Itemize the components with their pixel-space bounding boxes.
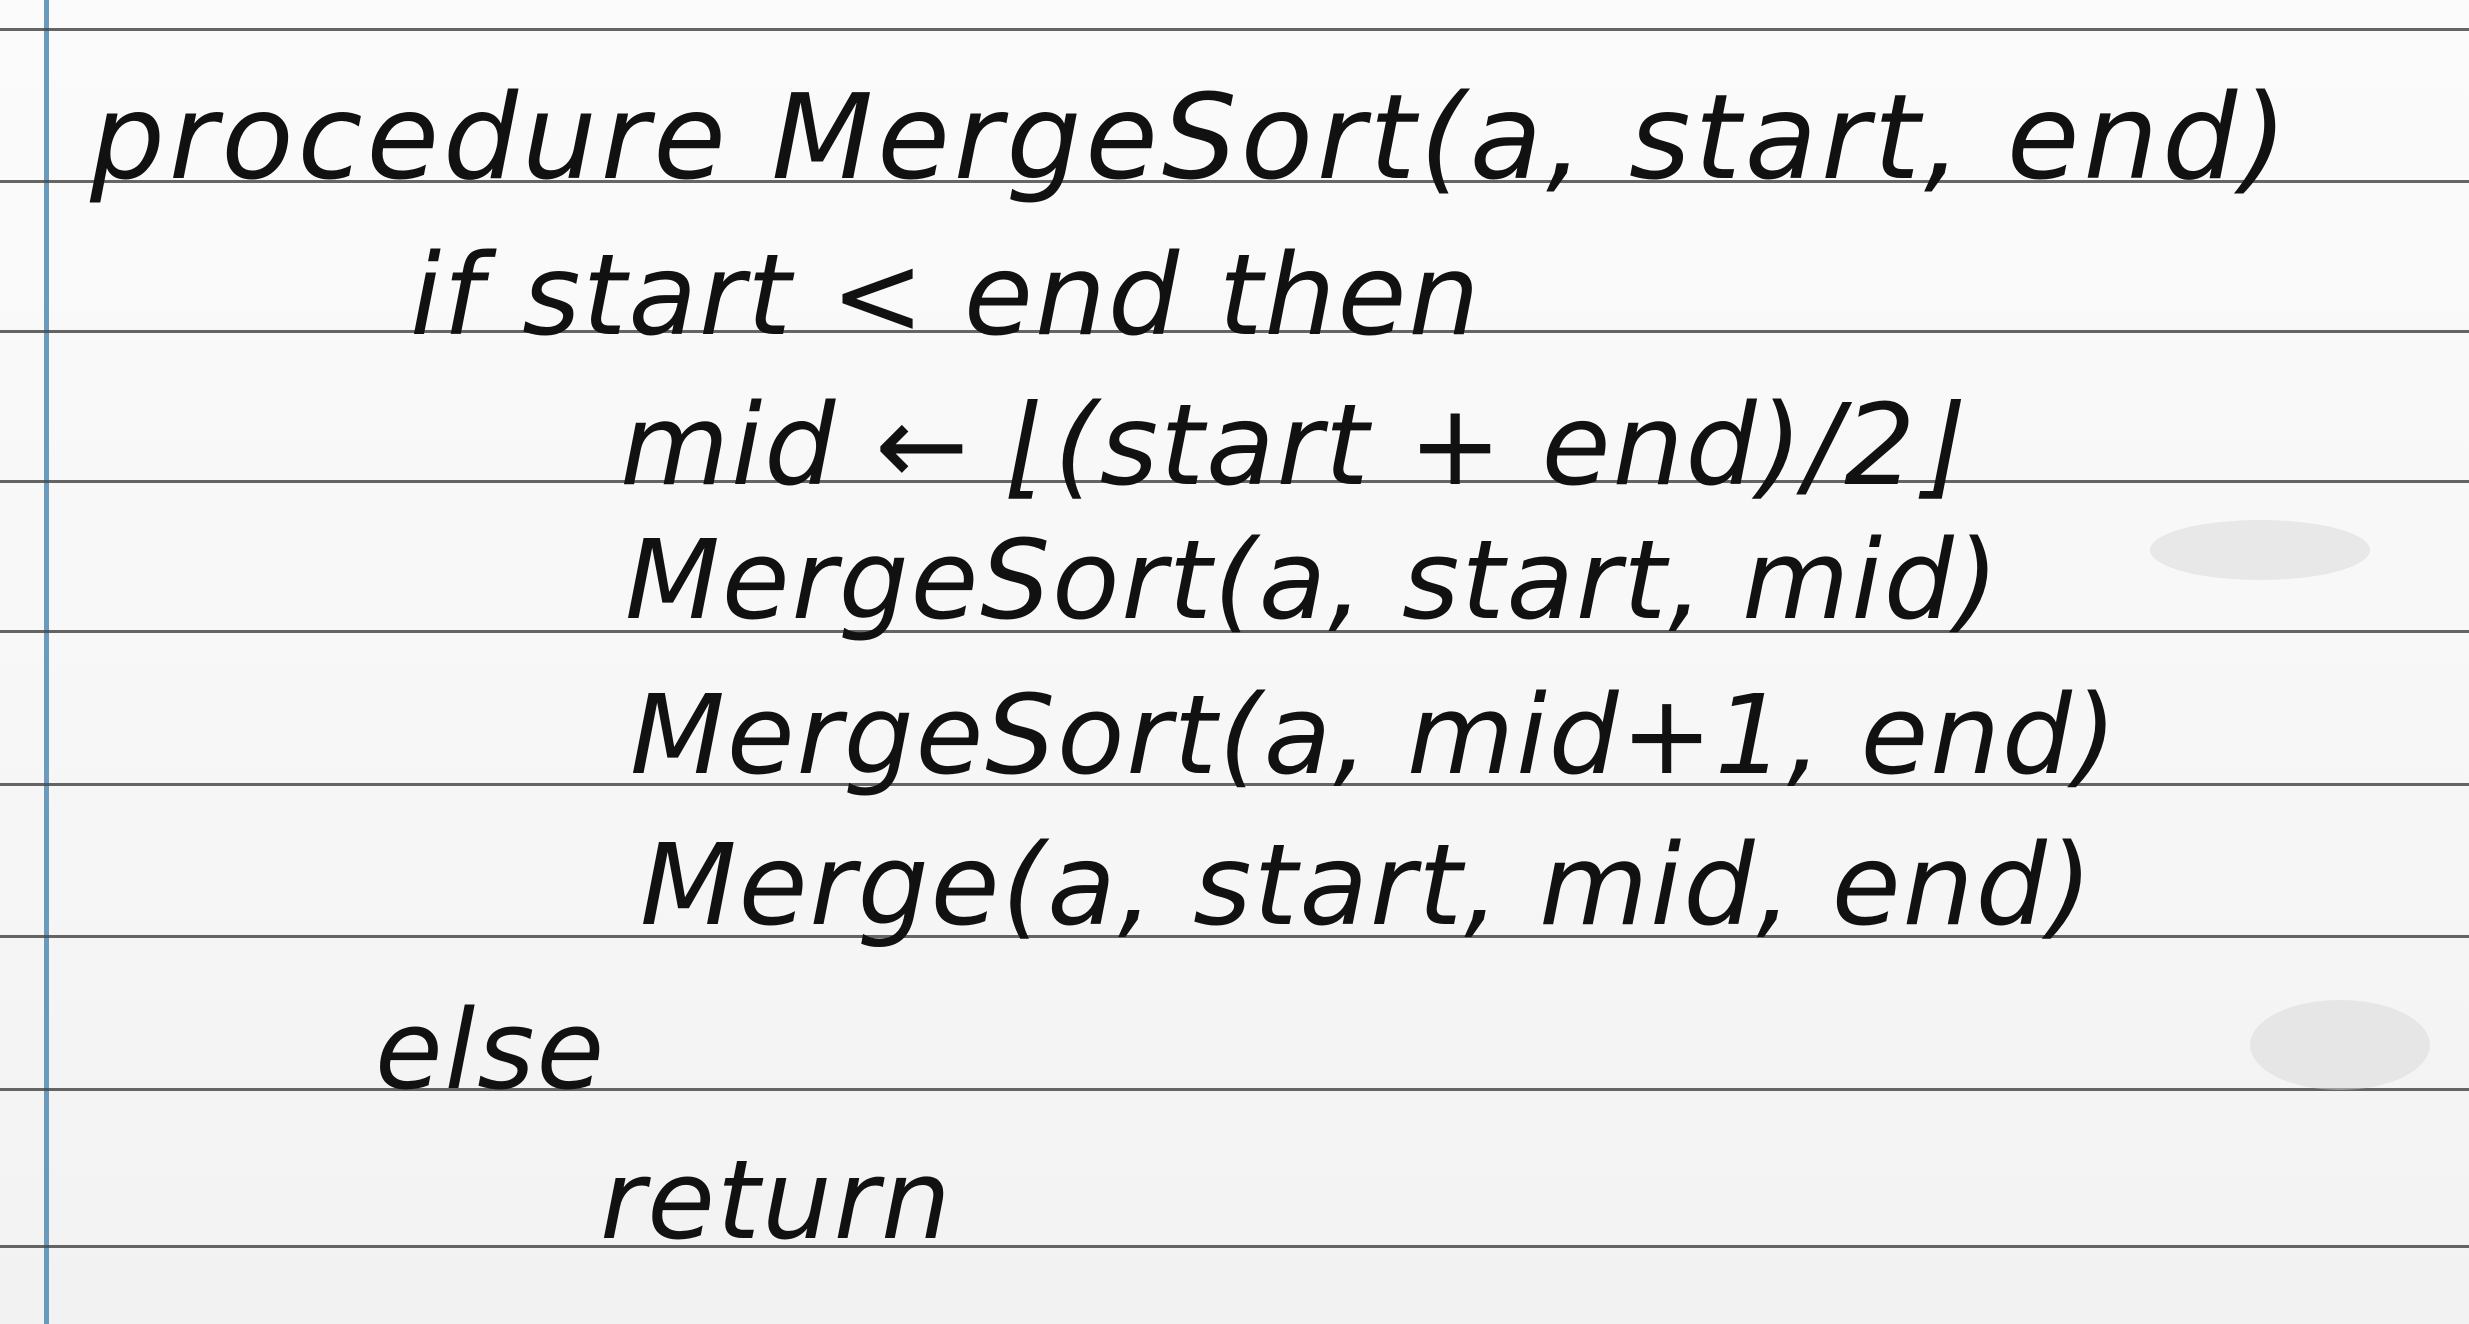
pseudocode-line-merge: Merge(a, start, mid, end) — [640, 821, 2095, 951]
ruled-line — [0, 1245, 2469, 1248]
pseudocode-line-procedure: procedure MergeSort(a, start, end) — [90, 68, 2292, 206]
paper-smudge — [2250, 1000, 2430, 1090]
pseudocode-line-mergesort-right: MergeSort(a, mid+1, end) — [630, 671, 2119, 799]
paper-smudge — [2150, 520, 2370, 580]
pseudocode-line-mid: mid ← ⌊(start + end)/2⌋ — [620, 381, 1964, 511]
ruled-line — [0, 28, 2469, 31]
ruled-line — [0, 1088, 2469, 1091]
margin-line — [44, 0, 49, 1324]
pseudocode-line-else: else — [375, 986, 607, 1114]
pseudocode-line-return: return — [600, 1136, 953, 1264]
pseudocode-line-mergesort-left: MergeSort(a, start, mid) — [625, 516, 2001, 644]
pseudocode-line-if: if start < end then — [410, 231, 1482, 361]
